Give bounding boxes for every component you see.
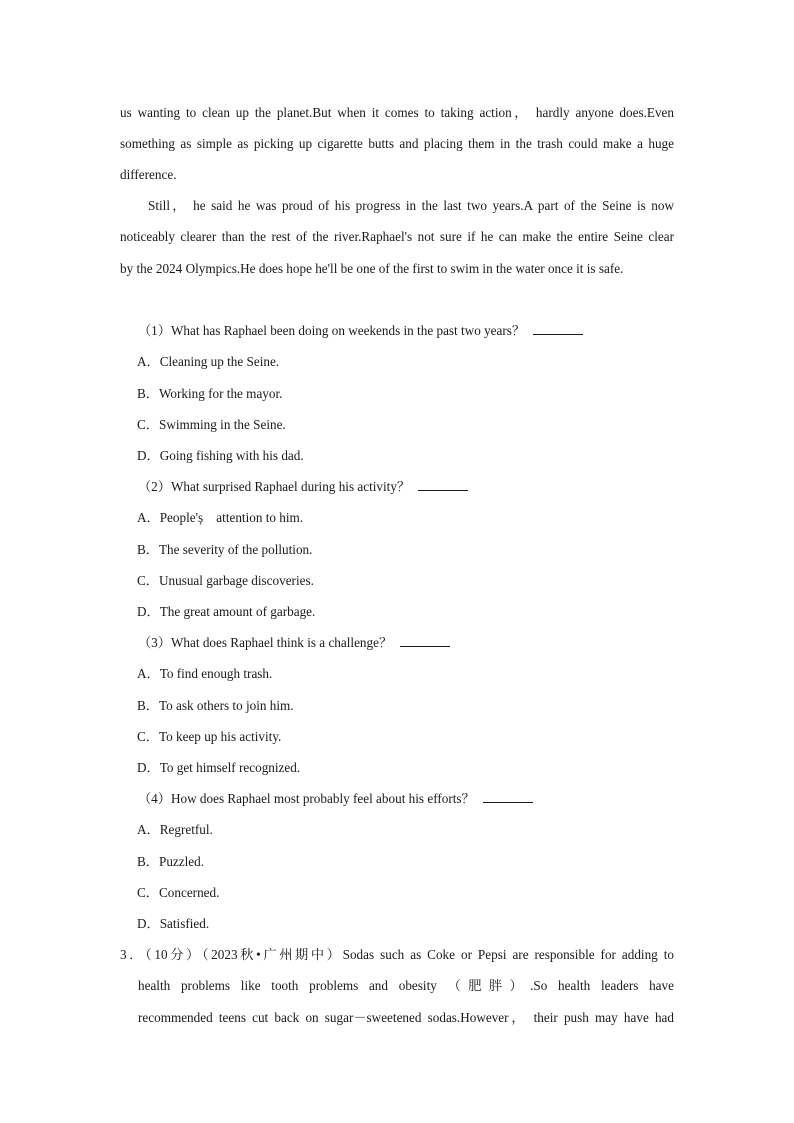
option[interactable]: B．The severity of the pollution.	[137, 542, 313, 557]
question-stem-text: （2）What surprised Raphael during his activity？	[138, 479, 411, 494]
question-stem-text: （4）How does Raphael most probably feel about his efforts？	[138, 791, 475, 806]
passage-line: health problems like tooth problems and obesity （肥胖）.So health leaders have	[138, 978, 674, 993]
answer-blank[interactable]	[400, 635, 450, 647]
option[interactable]: D．Satisfied.	[137, 916, 210, 931]
passage-line: difference.	[120, 167, 177, 182]
option[interactable]: D．Going fishing with his dad.	[137, 448, 304, 463]
passage-line: us wanting to clean up the planet.But when it comes to taking action， hardly anyone does.Even	[120, 105, 674, 120]
passage-line: Still， he said he was proud of his progress in the last two years.A part of the Seine is now	[148, 198, 674, 213]
section-heading-line: 3．（10分）（2023秋•广州期中）Sodas such as Coke or Pepsi are responsible for adding to	[120, 947, 674, 962]
option[interactable]: A．Cleaning up the Seine.	[137, 354, 280, 369]
passage-line: something as simple as picking up cigarette butts and placing them in the trash could make a huge	[120, 136, 674, 151]
option[interactable]: A．To find enough trash.	[137, 666, 273, 681]
option[interactable]: C．Concerned.	[137, 885, 220, 900]
question-stem	[138, 791, 692, 807]
option[interactable]: B．Puzzled.	[137, 854, 205, 869]
answer-blank[interactable]	[533, 323, 583, 335]
question-stem	[138, 479, 692, 495]
question-stem-text: （3）What does Raphael think is a challenge？	[138, 635, 393, 650]
passage-line: by the 2024 Olympics.He does hope he'll be one of the first to swim in the water once it is safe.	[120, 261, 624, 276]
passage-line: recommended teens cut back on sugar－sweetened sodas.However， their push may have had	[138, 1010, 674, 1025]
question-stem	[138, 635, 692, 651]
question-stem-text: （1）What has Raphael been doing on weekends in the past two years？	[138, 323, 526, 338]
option[interactable]: B．To ask others to join him.	[137, 698, 294, 713]
passage-line: noticeably clearer than the rest of the river.Raphael's not sure if he can make the entire Seine clear	[120, 229, 674, 244]
option[interactable]: A．Regretful.	[137, 822, 213, 837]
option[interactable]: A．People'ș attention to him.	[137, 510, 304, 525]
answer-blank[interactable]	[418, 479, 468, 491]
option[interactable]: C．Unusual garbage discoveries.	[137, 573, 314, 588]
option[interactable]: C．Swimming in the Seine.	[137, 417, 286, 432]
option[interactable]: B．Working for the mayor.	[137, 386, 283, 401]
option[interactable]: D．To get himself recognized.	[137, 760, 301, 775]
answer-blank[interactable]	[483, 791, 533, 803]
option[interactable]: D．The great amount of garbage.	[137, 604, 316, 619]
option[interactable]: C．To keep up his activity.	[137, 729, 282, 744]
question-stem	[138, 323, 692, 339]
